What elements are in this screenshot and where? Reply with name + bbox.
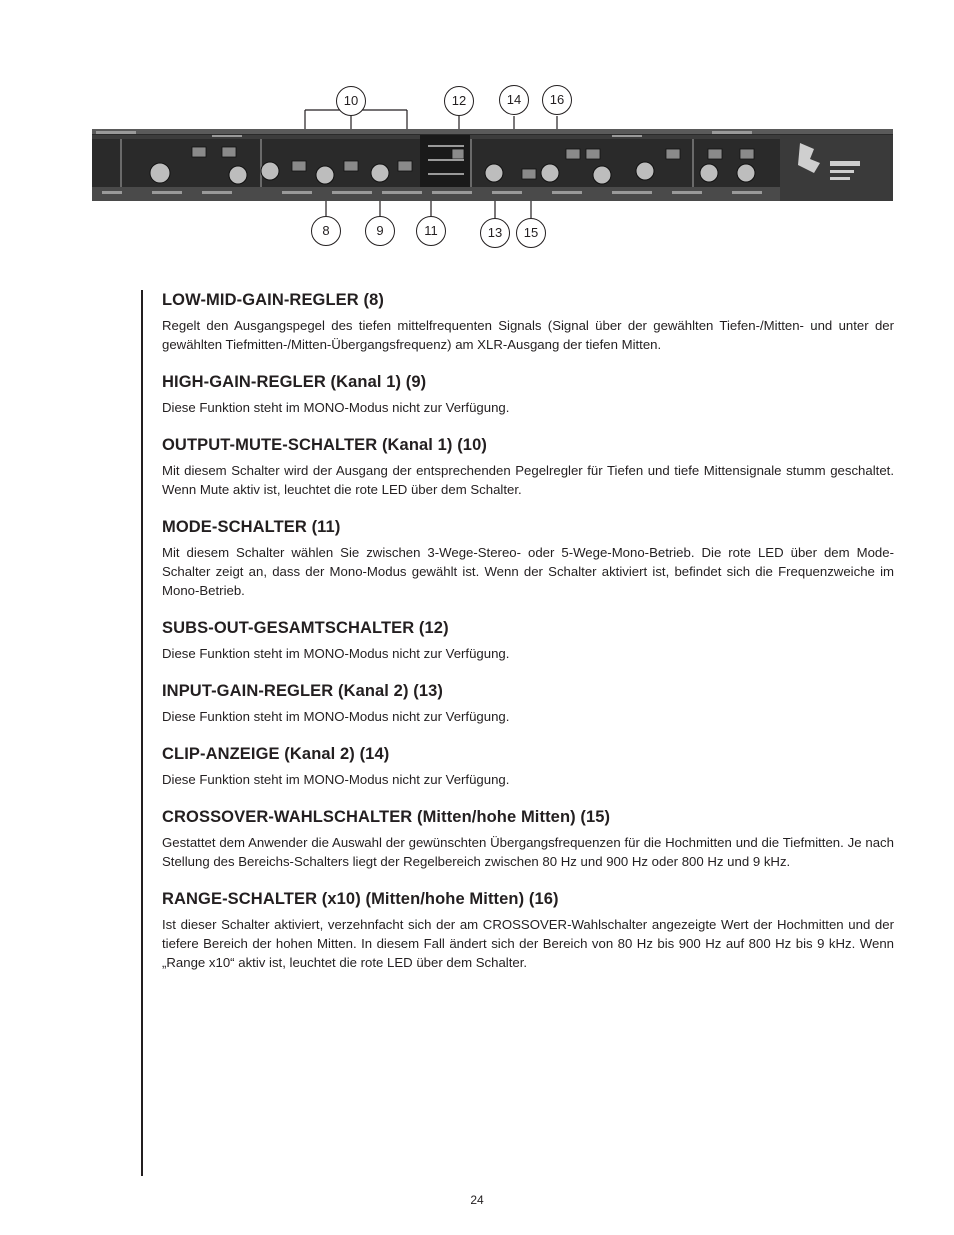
- section-subs-out: [162, 618, 894, 663]
- section-mode-switch: [162, 517, 894, 600]
- page-number: 24: [470, 1193, 484, 1207]
- section-heading: CROSSOVER-WAHLSCHALTER (Mitten/hohe Mitten) (15): [162, 808, 611, 826]
- callout-15: 15: [516, 218, 546, 248]
- section-output-mute: [162, 435, 894, 499]
- section-body: Diese Funktion steht im MONO-Modus nicht zur Verfügung.: [162, 709, 510, 724]
- front-panel-figure: [0, 0, 954, 260]
- callout-12: 12: [444, 86, 474, 116]
- section-high-gain: [162, 372, 894, 417]
- section-body: Diese Funktion steht im MONO-Modus nicht zur Verfügung.: [162, 772, 510, 787]
- section-body: Diese Funktion steht im MONO-Modus nicht zur Verfügung.: [162, 400, 510, 415]
- section-clip-indicator: [162, 744, 894, 789]
- section-heading: CLIP-ANZEIGE (Kanal 2) (14): [162, 745, 390, 763]
- callout-16: 16: [542, 85, 572, 115]
- callout-8: 8: [311, 216, 341, 246]
- section-body: Gestattet dem Anwender die Auswahl der gewünschten Übergangsfrequenzen für die Hochmitten und die Tiefmitten. Je nach Stellung des Bereichs-Schalters liegt der Regelbereich zwischen 80 Hz und 900 Hz oder 800 Hz und 9 kHz.: [162, 835, 894, 869]
- section-heading: MODE-SCHALTER (11): [162, 518, 341, 536]
- feature-descriptions: [162, 290, 894, 990]
- callout-13: 13: [480, 218, 510, 248]
- callout-14: 14: [499, 85, 529, 115]
- section-heading: LOW-MID-GAIN-REGLER (8): [162, 291, 384, 309]
- section-body: Mit diesem Schalter wird der Ausgang der entsprechenden Pegelregler für Tiefen und tiefe Mittensignale stumm geschaltet. Wenn Mute aktiv ist, leuchtet die rote LED über dem Schalter.: [162, 463, 894, 497]
- section-body: Mit diesem Schalter wählen Sie zwischen 3-Wege-Stereo- oder 5-Wege-Mono-Betrieb. Die rote LED über dem Mode-Schalter zeigt an, dass der Mono-Modus gewählt ist. Wenn der Schalter aktiviert ist, befindet sich die Frequenzweiche im Mono-Betrieb.: [162, 545, 894, 598]
- section-crossover-selector: [162, 807, 894, 871]
- section-body: Diese Funktion steht im MONO-Modus nicht zur Verfügung.: [162, 646, 510, 661]
- section-input-gain: [162, 681, 894, 726]
- section-heading: SUBS-OUT-GESAMTSCHALTER (12): [162, 619, 449, 637]
- callout-10: 10: [336, 86, 366, 116]
- section-low-mid-gain: [162, 290, 894, 354]
- callout-11: 11: [416, 216, 446, 246]
- section-heading: HIGH-GAIN-REGLER (Kanal 1) (9): [162, 373, 427, 391]
- section-heading: OUTPUT-MUTE-SCHALTER (Kanal 1) (10): [162, 436, 487, 454]
- section-heading: RANGE-SCHALTER (x10) (Mitten/hohe Mitten) (16): [162, 890, 559, 908]
- section-heading: INPUT-GAIN-REGLER (Kanal 2) (13): [162, 682, 443, 700]
- section-range-switch: [162, 889, 894, 972]
- callout-9: 9: [365, 216, 395, 246]
- left-margin-rule: [141, 290, 143, 1176]
- section-body: Ist dieser Schalter aktiviert, verzehnfacht sich der am CROSSOVER-Wahlschalter angezeigte Wert der Hochmitten und der tiefere Bereich der hohen Mitten. In diesem Fall ändert sich der Bereich von 80 Hz bis 900 Hz auf 800 Hz bis 9 kHz. Wenn „Range x10“ aktiv ist, leuchtet die rote LED über dem Schalter.: [162, 917, 894, 970]
- crossover-front-panel-illustration: [92, 129, 893, 201]
- section-body: Regelt den Ausgangspegel des tiefen mittelfrequenten Signals (Signal über der gewählten Tiefen-/Mitten- und unter der gewählten Tiefmitten-/Mitten-Übergangsfrequenz) am XLR-Ausgang der tiefen Mitten.: [162, 318, 894, 352]
